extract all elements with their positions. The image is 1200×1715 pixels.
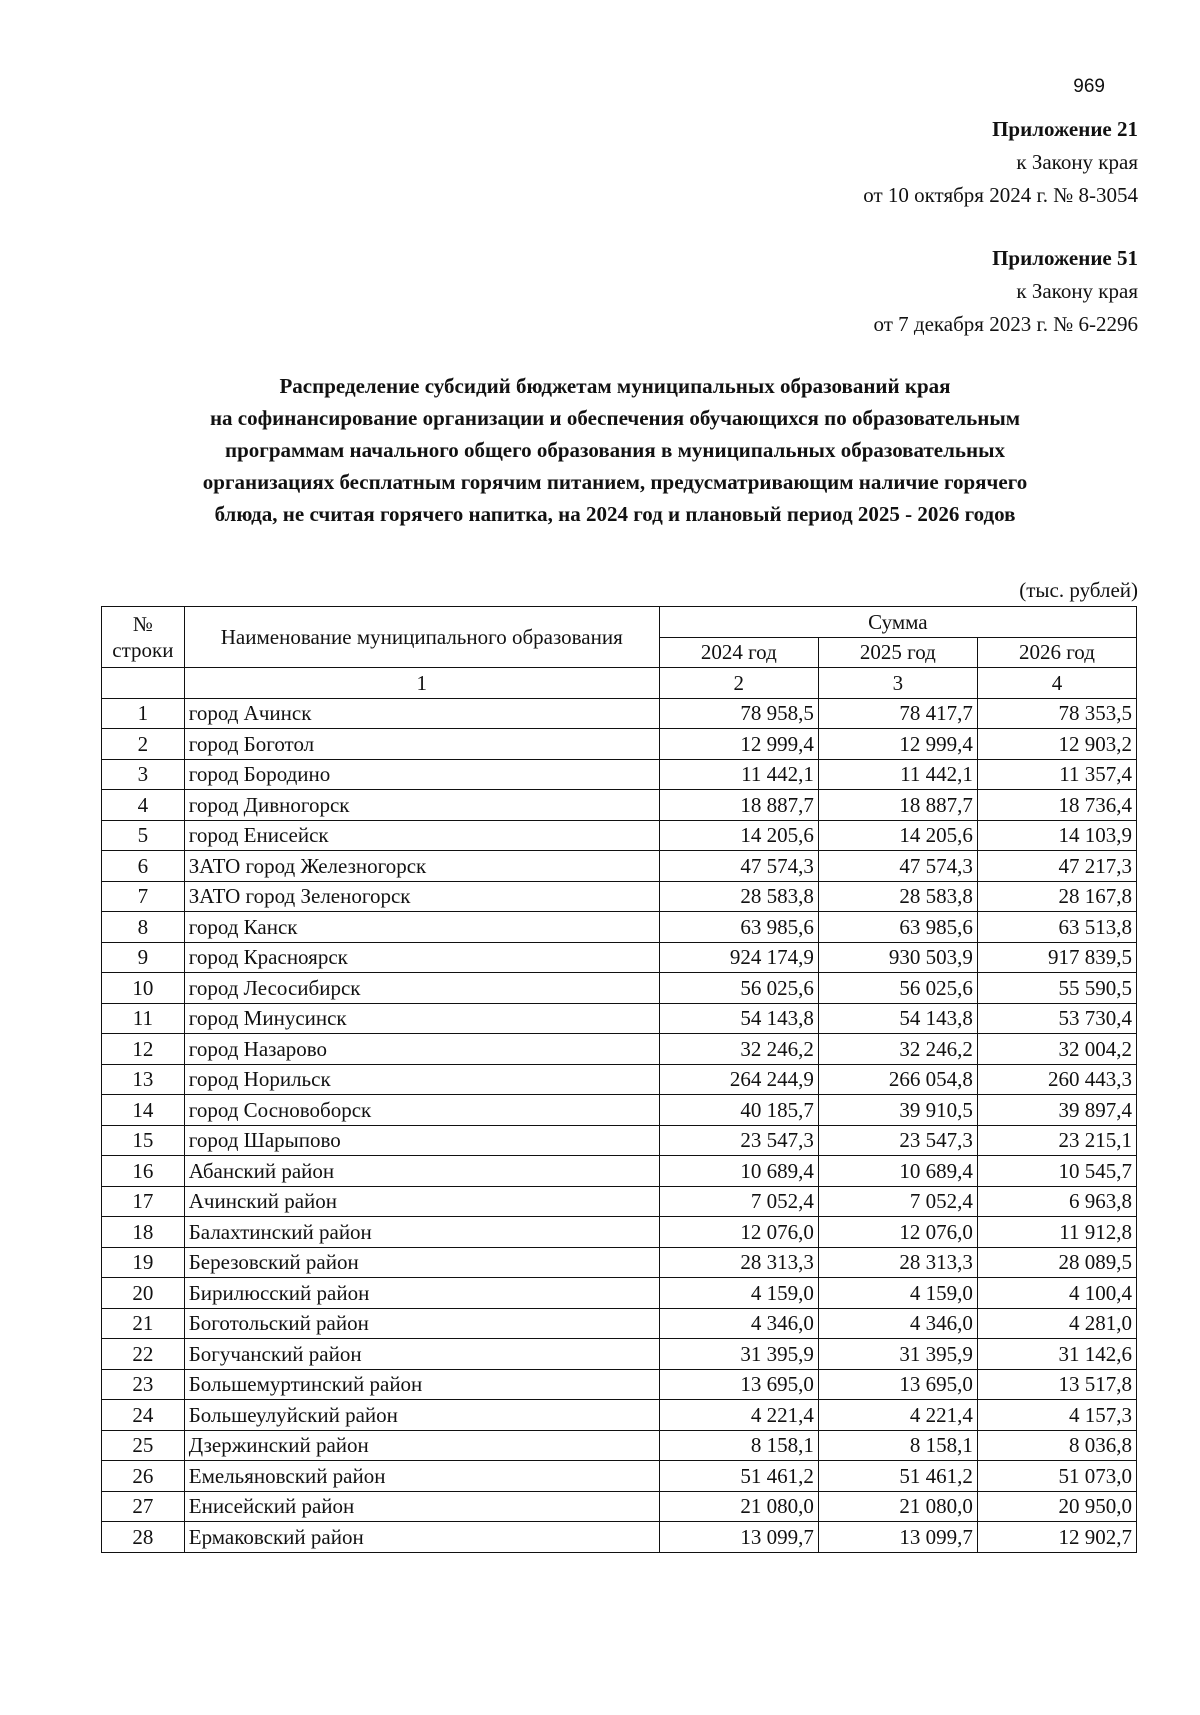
amount-2026-cell: 53 730,4 xyxy=(977,1003,1136,1034)
municipality-name-cell: город Назарово xyxy=(184,1034,659,1065)
amount-2024-cell: 11 442,1 xyxy=(659,759,818,790)
table-row xyxy=(102,1400,1137,1431)
amount-2024-cell: 31 395,9 xyxy=(659,1339,818,1370)
amount-2025-cell: 23 547,3 xyxy=(818,1125,977,1156)
table-row xyxy=(102,698,1137,729)
amount-2025-cell: 63 985,6 xyxy=(818,912,977,943)
row-number-cell: 20 xyxy=(102,1278,185,1309)
municipality-name-cell: ЗАТО город Зеленогорск xyxy=(184,881,659,912)
appendix-original-law: к Закону края xyxy=(1016,279,1138,303)
table-row xyxy=(102,1522,1137,1553)
amount-2025-cell: 11 442,1 xyxy=(818,759,977,790)
municipality-name-cell: Березовский район xyxy=(184,1247,659,1278)
row-number-cell: 25 xyxy=(102,1430,185,1461)
amount-2025-cell: 28 313,3 xyxy=(818,1247,977,1278)
table-row xyxy=(102,912,1137,943)
municipality-name-cell: город Енисейск xyxy=(184,820,659,851)
document-title-line: Распределение субсидий бюджетам муниципальных образований края xyxy=(279,374,951,398)
amount-2026-cell: 11 357,4 xyxy=(977,759,1136,790)
amount-2026-cell: 13 517,8 xyxy=(977,1369,1136,1400)
header-name: Наименование муниципального образования xyxy=(184,607,659,668)
appendix-current-title: Приложение 21 xyxy=(992,117,1138,141)
row-number-cell: 19 xyxy=(102,1247,185,1278)
table-row xyxy=(102,1491,1137,1522)
table-row xyxy=(102,1003,1137,1034)
amount-2025-cell: 31 395,9 xyxy=(818,1339,977,1370)
municipality-name-cell: Дзержинский район xyxy=(184,1430,659,1461)
table-row xyxy=(102,1095,1137,1126)
appendix-current-date: от 10 октября 2024 г. № 8-3054 xyxy=(863,183,1138,207)
table-body xyxy=(102,698,1137,1552)
row-number-cell: 4 xyxy=(102,790,185,821)
amount-2024-cell: 924 174,9 xyxy=(659,942,818,973)
appendix-original-date: от 7 декабря 2023 г. № 6-2296 xyxy=(873,312,1138,336)
amount-2025-cell: 13 099,7 xyxy=(818,1522,977,1553)
appendix-current-reference xyxy=(863,113,1138,212)
row-number-cell: 27 xyxy=(102,1491,185,1522)
amount-2025-cell: 39 910,5 xyxy=(818,1095,977,1126)
table-row xyxy=(102,1339,1137,1370)
row-number-cell: 21 xyxy=(102,1308,185,1339)
municipality-name-cell: Ермаковский район xyxy=(184,1522,659,1553)
amount-2025-cell: 32 246,2 xyxy=(818,1034,977,1065)
header-sum: Сумма xyxy=(659,607,1136,638)
document-title-line: на софинансирование организации и обеспечения обучающихся по образовательным xyxy=(209,406,1021,430)
amount-2026-cell: 28 089,5 xyxy=(977,1247,1136,1278)
amount-2025-cell: 47 574,3 xyxy=(818,851,977,882)
amount-2025-cell: 4 346,0 xyxy=(818,1308,977,1339)
table-row xyxy=(102,790,1137,821)
amount-2024-cell: 4 159,0 xyxy=(659,1278,818,1309)
amount-2024-cell: 40 185,7 xyxy=(659,1095,818,1126)
amount-2026-cell: 23 215,1 xyxy=(977,1125,1136,1156)
table-row xyxy=(102,820,1137,851)
municipality-name-cell: Богучанский район xyxy=(184,1339,659,1370)
row-number-cell: 13 xyxy=(102,1064,185,1095)
municipality-name-cell: Большеулуйский район xyxy=(184,1400,659,1431)
municipality-name-cell: Абанский район xyxy=(184,1156,659,1187)
amount-2026-cell: 4 100,4 xyxy=(977,1278,1136,1309)
amount-2024-cell: 47 574,3 xyxy=(659,851,818,882)
municipality-name-cell: Емельяновский район xyxy=(184,1461,659,1492)
row-number-cell: 15 xyxy=(102,1125,185,1156)
column-index-empty xyxy=(102,668,185,699)
municipality-name-cell: Ачинский район xyxy=(184,1186,659,1217)
municipality-name-cell: Енисейский район xyxy=(184,1491,659,1522)
amount-2024-cell: 8 158,1 xyxy=(659,1430,818,1461)
header-row-number: № строки xyxy=(102,607,185,668)
appendix-current-law: к Закону края xyxy=(1016,150,1138,174)
subsidy-table xyxy=(101,606,1137,1553)
row-number-cell: 3 xyxy=(102,759,185,790)
row-number-cell: 1 xyxy=(102,698,185,729)
column-index: 4 xyxy=(977,668,1136,699)
row-number-cell: 8 xyxy=(102,912,185,943)
table-row xyxy=(102,1217,1137,1248)
row-number-cell: 11 xyxy=(102,1003,185,1034)
amount-2024-cell: 12 999,4 xyxy=(659,729,818,760)
municipality-name-cell: город Красноярск xyxy=(184,942,659,973)
amount-2025-cell: 14 205,6 xyxy=(818,820,977,851)
amount-2024-cell: 21 080,0 xyxy=(659,1491,818,1522)
amount-2024-cell: 14 205,6 xyxy=(659,820,818,851)
amount-2024-cell: 28 313,3 xyxy=(659,1247,818,1278)
municipality-name-cell: город Дивногорск xyxy=(184,790,659,821)
table-row xyxy=(102,1064,1137,1095)
amount-2024-cell: 4 221,4 xyxy=(659,1400,818,1431)
amount-2025-cell: 18 887,7 xyxy=(818,790,977,821)
table-row xyxy=(102,1186,1137,1217)
column-index: 3 xyxy=(818,668,977,699)
row-number-cell: 23 xyxy=(102,1369,185,1400)
amount-2024-cell: 63 985,6 xyxy=(659,912,818,943)
row-number-cell: 17 xyxy=(102,1186,185,1217)
amount-2026-cell: 51 073,0 xyxy=(977,1461,1136,1492)
header-year-2026: 2026 год xyxy=(977,637,1136,668)
document-title-line: блюда, не считая горячего напитка, на 2024 год и плановый период 2025 - 2026 годов xyxy=(214,502,1016,526)
amount-2024-cell: 4 346,0 xyxy=(659,1308,818,1339)
amount-2026-cell: 78 353,5 xyxy=(977,698,1136,729)
amount-2024-cell: 12 076,0 xyxy=(659,1217,818,1248)
municipality-name-cell: город Канск xyxy=(184,912,659,943)
amount-2026-cell: 4 281,0 xyxy=(977,1308,1136,1339)
amount-2025-cell: 4 221,4 xyxy=(818,1400,977,1431)
document-title-line: организациях бесплатным горячим питанием, предусматривающим наличие горячего xyxy=(202,470,1028,494)
amount-2026-cell: 260 443,3 xyxy=(977,1064,1136,1095)
amount-2026-cell: 11 912,8 xyxy=(977,1217,1136,1248)
amount-2025-cell: 56 025,6 xyxy=(818,973,977,1004)
amount-2026-cell: 31 142,6 xyxy=(977,1339,1136,1370)
amount-2024-cell: 264 244,9 xyxy=(659,1064,818,1095)
municipality-name-cell: Боготольский район xyxy=(184,1308,659,1339)
table-row xyxy=(102,1278,1137,1309)
amount-2026-cell: 14 103,9 xyxy=(977,820,1136,851)
table-column-index-row xyxy=(102,668,1137,699)
document-title-line: программам начального общего образования в муниципальных образовательных xyxy=(225,438,1005,462)
row-number-cell: 14 xyxy=(102,1095,185,1126)
amount-2026-cell: 8 036,8 xyxy=(977,1430,1136,1461)
table-row xyxy=(102,942,1137,973)
amount-2026-cell: 20 950,0 xyxy=(977,1491,1136,1522)
amount-2024-cell: 18 887,7 xyxy=(659,790,818,821)
table-row xyxy=(102,973,1137,1004)
row-number-cell: 2 xyxy=(102,729,185,760)
amount-2025-cell: 10 689,4 xyxy=(818,1156,977,1187)
row-number-cell: 5 xyxy=(102,820,185,851)
amount-2024-cell: 13 695,0 xyxy=(659,1369,818,1400)
amount-2026-cell: 39 897,4 xyxy=(977,1095,1136,1126)
table-row xyxy=(102,1461,1137,1492)
table-row xyxy=(102,729,1137,760)
municipality-name-cell: город Минусинск xyxy=(184,1003,659,1034)
row-number-cell: 7 xyxy=(102,881,185,912)
appendix-original-reference xyxy=(874,242,1138,341)
table-row xyxy=(102,759,1137,790)
municipality-name-cell: город Шарыпово xyxy=(184,1125,659,1156)
municipality-name-cell: город Лесосибирск xyxy=(184,973,659,1004)
header-year-2024: 2024 год xyxy=(659,637,818,668)
amount-2024-cell: 54 143,8 xyxy=(659,1003,818,1034)
row-number-cell: 18 xyxy=(102,1217,185,1248)
municipality-name-cell: Бирилюсский район xyxy=(184,1278,659,1309)
amount-2025-cell: 12 999,4 xyxy=(818,729,977,760)
units-label: (тыс. рублей) xyxy=(1019,578,1138,602)
table-row xyxy=(102,1125,1137,1156)
amount-2025-cell: 266 054,8 xyxy=(818,1064,977,1095)
amount-2025-cell: 78 417,7 xyxy=(818,698,977,729)
row-number-cell: 16 xyxy=(102,1156,185,1187)
table-row xyxy=(102,1369,1137,1400)
municipality-name-cell: город Боготол xyxy=(184,729,659,760)
amount-2025-cell: 4 159,0 xyxy=(818,1278,977,1309)
municipality-name-cell: Балахтинский район xyxy=(184,1217,659,1248)
municipality-name-cell: город Норильск xyxy=(184,1064,659,1095)
row-number-cell: 22 xyxy=(102,1339,185,1370)
amount-2026-cell: 32 004,2 xyxy=(977,1034,1136,1065)
amount-2026-cell: 4 157,3 xyxy=(977,1400,1136,1431)
amount-2026-cell: 10 545,7 xyxy=(977,1156,1136,1187)
amount-2024-cell: 28 583,8 xyxy=(659,881,818,912)
row-number-cell: 6 xyxy=(102,851,185,882)
amount-2025-cell: 7 052,4 xyxy=(818,1186,977,1217)
row-number-cell: 10 xyxy=(102,973,185,1004)
amount-2025-cell: 51 461,2 xyxy=(818,1461,977,1492)
row-number-cell: 12 xyxy=(102,1034,185,1065)
row-number-cell: 26 xyxy=(102,1461,185,1492)
table-header-row xyxy=(102,607,1137,638)
municipality-name-cell: ЗАТО город Железногорск xyxy=(184,851,659,882)
amount-2025-cell: 12 076,0 xyxy=(818,1217,977,1248)
amount-2026-cell: 28 167,8 xyxy=(977,881,1136,912)
amount-2026-cell: 55 590,5 xyxy=(977,973,1136,1004)
amount-2026-cell: 6 963,8 xyxy=(977,1186,1136,1217)
amount-2025-cell: 8 158,1 xyxy=(818,1430,977,1461)
page-number: 969 xyxy=(1073,76,1105,97)
municipality-name-cell: город Бородино xyxy=(184,759,659,790)
amount-2024-cell: 13 099,7 xyxy=(659,1522,818,1553)
amount-2024-cell: 56 025,6 xyxy=(659,973,818,1004)
appendix-original-title: Приложение 51 xyxy=(992,246,1138,270)
municipality-name-cell: город Ачинск xyxy=(184,698,659,729)
amount-2024-cell: 23 547,3 xyxy=(659,1125,818,1156)
amount-2026-cell: 12 902,7 xyxy=(977,1522,1136,1553)
amount-2025-cell: 930 503,9 xyxy=(818,942,977,973)
table-row xyxy=(102,881,1137,912)
table-row xyxy=(102,1247,1137,1278)
amount-2025-cell: 54 143,8 xyxy=(818,1003,977,1034)
row-number-cell: 9 xyxy=(102,942,185,973)
column-index: 1 xyxy=(184,668,659,699)
amount-2026-cell: 47 217,3 xyxy=(977,851,1136,882)
header-year-2025: 2025 год xyxy=(818,637,977,668)
municipality-name-cell: город Сосновоборск xyxy=(184,1095,659,1126)
row-number-cell: 28 xyxy=(102,1522,185,1553)
amount-2024-cell: 7 052,4 xyxy=(659,1186,818,1217)
amount-2026-cell: 917 839,5 xyxy=(977,942,1136,973)
row-number-cell: 24 xyxy=(102,1400,185,1431)
document-title xyxy=(90,370,1140,530)
municipality-name-cell: Большемуртинский район xyxy=(184,1369,659,1400)
table-row xyxy=(102,1156,1137,1187)
amount-2024-cell: 10 689,4 xyxy=(659,1156,818,1187)
amount-2026-cell: 63 513,8 xyxy=(977,912,1136,943)
table-row xyxy=(102,1034,1137,1065)
amount-2026-cell: 12 903,2 xyxy=(977,729,1136,760)
amount-2024-cell: 32 246,2 xyxy=(659,1034,818,1065)
amount-2024-cell: 78 958,5 xyxy=(659,698,818,729)
amount-2025-cell: 28 583,8 xyxy=(818,881,977,912)
column-index: 2 xyxy=(659,668,818,699)
table-row xyxy=(102,1430,1137,1461)
table-row xyxy=(102,851,1137,882)
amount-2026-cell: 18 736,4 xyxy=(977,790,1136,821)
table-row xyxy=(102,1308,1137,1339)
amount-2024-cell: 51 461,2 xyxy=(659,1461,818,1492)
amount-2025-cell: 13 695,0 xyxy=(818,1369,977,1400)
amount-2025-cell: 21 080,0 xyxy=(818,1491,977,1522)
